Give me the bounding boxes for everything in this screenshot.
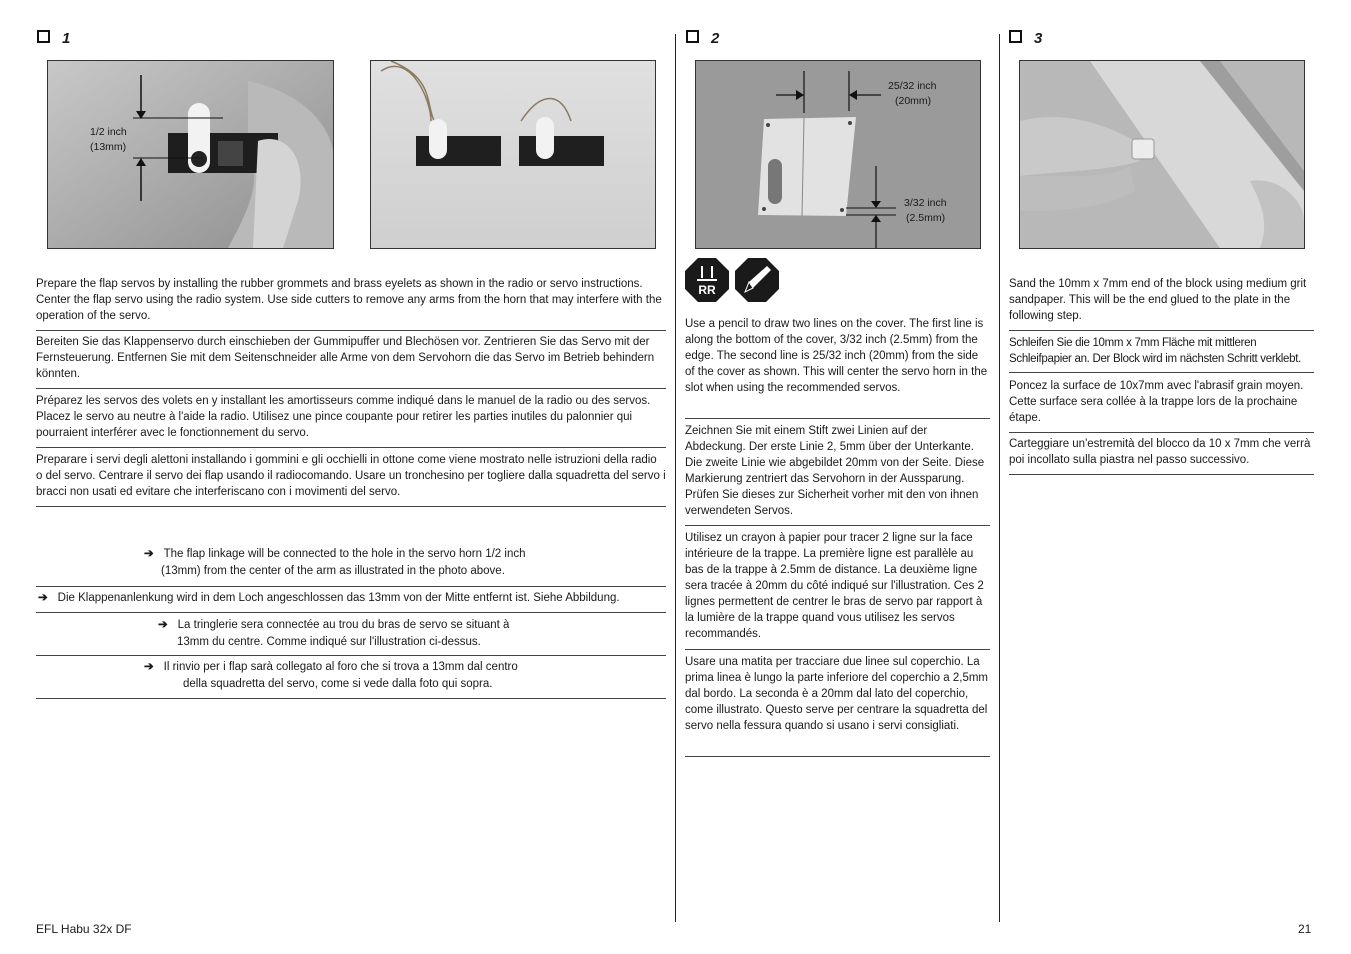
photo-sanding-block	[1019, 60, 1305, 249]
step1-text-de: Bereiten Sie das Klappenservo durch einschieben der Gummipuffer und Blechösen vor. Zentrieren Sie das Servo mit der Fernsteuerung. Entfernen Sie mit dem Seitenschneider alle Arme von dem Servohorn die das Servo im Betrieb behindern könnten.	[36, 334, 666, 389]
arrow-right-icon: ➔	[158, 619, 168, 631]
arrow-right-icon: ➔	[144, 661, 154, 673]
step3-text-it: Carteggiare un'estremità del blocco da 10 x 7mm che verrà poi incollato sulla piastra nel passo successivo.	[1009, 436, 1314, 475]
arrow-right-icon: ➔	[38, 592, 48, 604]
step3-text-de: Schleifen Sie die 10mm x 7mm Fläche mit mittleren Schleifpapier an. Der Block wird im nächsten Schritt verklebt.	[1009, 335, 1314, 373]
photo-two-servos	[370, 60, 656, 249]
step3-text-en: Sand the 10mm x 7mm end of the block using medium grit sandpaper. This will be the end glued to the plate in the following step.	[1009, 276, 1314, 331]
step1-text-it: Preparare i servi degli alettoni installando i gommini e gli occhielli in ottone come viene mostrato nelle istruzioni della radio o del servo. Centrare il servo dei flap usando il radiocomando. Usare un tronchesino per togliere dalla squadretta del servo i bracci non usati ed evitare che interferiscano con i movimenti del servo.	[36, 452, 666, 507]
step-3-heading: 3	[1009, 30, 1042, 47]
note-fr: ➔ La tringlerie sera connectée au trou du bras de servo se situant à 13mm du centre. Comme indiqué sur l'illustration ci-dessus.	[36, 617, 666, 656]
checkbox-icon	[1009, 30, 1022, 43]
step-1-heading: 1	[37, 30, 70, 47]
step2-text-it: Usare una matita per tracciare due linee sul coperchio. La prima linea è lungo la parte inferiore del coperchio a 2,5mm dal bordo. La seconda è a 20mm dal lato del coperchio, come illustrato. Questo serve per centrare la squadretta del servo nella fessura quando si usano i servi consigliati.	[685, 654, 990, 757]
svg-text:RR: RR	[698, 283, 716, 297]
step-2-heading: 2	[686, 30, 719, 47]
step3-text-fr: Poncez la surface de 10x7mm avec l'abrasif grain moyen. Cette surface sera collée à la trappe lors de la prochaine étape.	[1009, 378, 1314, 433]
note-de: ➔ Die Klappenanlenkung wird in dem Loch angeschlossen das 13mm von der Mitte entfernt ist. Siehe Abbildung.	[36, 590, 666, 613]
photo3-top-label-1: 25/32 inch	[888, 80, 937, 92]
photo-servo-horn-measure	[47, 60, 334, 249]
step1-text-fr: Préparez les servos des volets en y installant les amortisseurs comme indiqué dans le manuel de la radio ou des servos. Placez le servo au neutre à l'aide la radio. Utilisez une pince coupante pour retirer les parties inutiles du palonnier qui pourraient interférer avec le fonctionnement du servo.	[36, 393, 666, 448]
step2-text-en: Use a pencil to draw two lines on the cover. The first line is along the bottom of the cover, 3/32 inch (2.5mm) from the edge. The second line is 25/32 inch (20mm) from the side of the cover as shown. This will center the servo horn in the slot when using the recommended servos.	[685, 316, 990, 419]
footer-title: EFL Habu 32x DF	[36, 922, 132, 936]
photo-cover-plate	[695, 60, 981, 249]
photo1-label-1: 1/2 inch	[90, 126, 127, 138]
step1-text-en: Prepare the flap servos by installing the rubber grommets and brass eyelets as shown in the radio or servo instructions. Center the flap servo using the radio system. Use side cutters to remove any arms from the horn that may interfere with the operation of the servo.	[36, 276, 666, 331]
note-it: ➔ Il rinvio per i flap sarà collegato al foro che si trova a 13mm dal centro della squadretta del servo, come si vede dalla foto qui sopra.	[36, 659, 666, 699]
checkbox-icon	[37, 30, 50, 43]
photo3-top-label-2: (20mm)	[895, 95, 932, 107]
photo3-bottom-label-2: (2.5mm)	[906, 212, 946, 224]
ruler-icon	[685, 258, 729, 307]
step2-text-fr: Utilisez un crayon à papier pour tracer 2 ligne sur la face intérieure de la trappe. La première ligne est parallèle au bas de la trappe à 2.5mm de distance. La deuxième ligne sera tracée à 20mm du côté indiqué sur l'illustration. Ces 2 lignes permettent de centrer le bras de servo par rapport à la lumière de la trappe quand vous utilisez les servos recommandés.	[685, 530, 990, 650]
arrow-right-icon: ➔	[144, 548, 154, 560]
pencil-icon	[735, 258, 779, 307]
page-number: 21	[1298, 922, 1312, 936]
note-en: ➔ The flap linkage will be connected to the hole in the servo horn 1/2 inch (13mm) from the center of the arm as illustrated in the photo above.	[36, 546, 666, 587]
photo1-label-2: (13mm)	[90, 141, 127, 153]
checkbox-icon	[686, 30, 699, 43]
column-divider-2	[999, 34, 1000, 922]
column-divider-1	[675, 34, 676, 922]
photo3-bottom-label-1: 3/32 inch	[904, 197, 947, 209]
step2-text-de: Zeichnen Sie mit einem Stift zwei Linien auf der Abdeckung. Der erste Linie 2, 5mm über der Unterkante. Die zweite Linie wie abgebildet 20mm von der Seite. Diese Markierung zentriert das Servohorn in der Aussparung. Prüfen Sie dieses zur Sicherheit vorher mit den von ihnen verwendeten Servos.	[685, 423, 990, 526]
